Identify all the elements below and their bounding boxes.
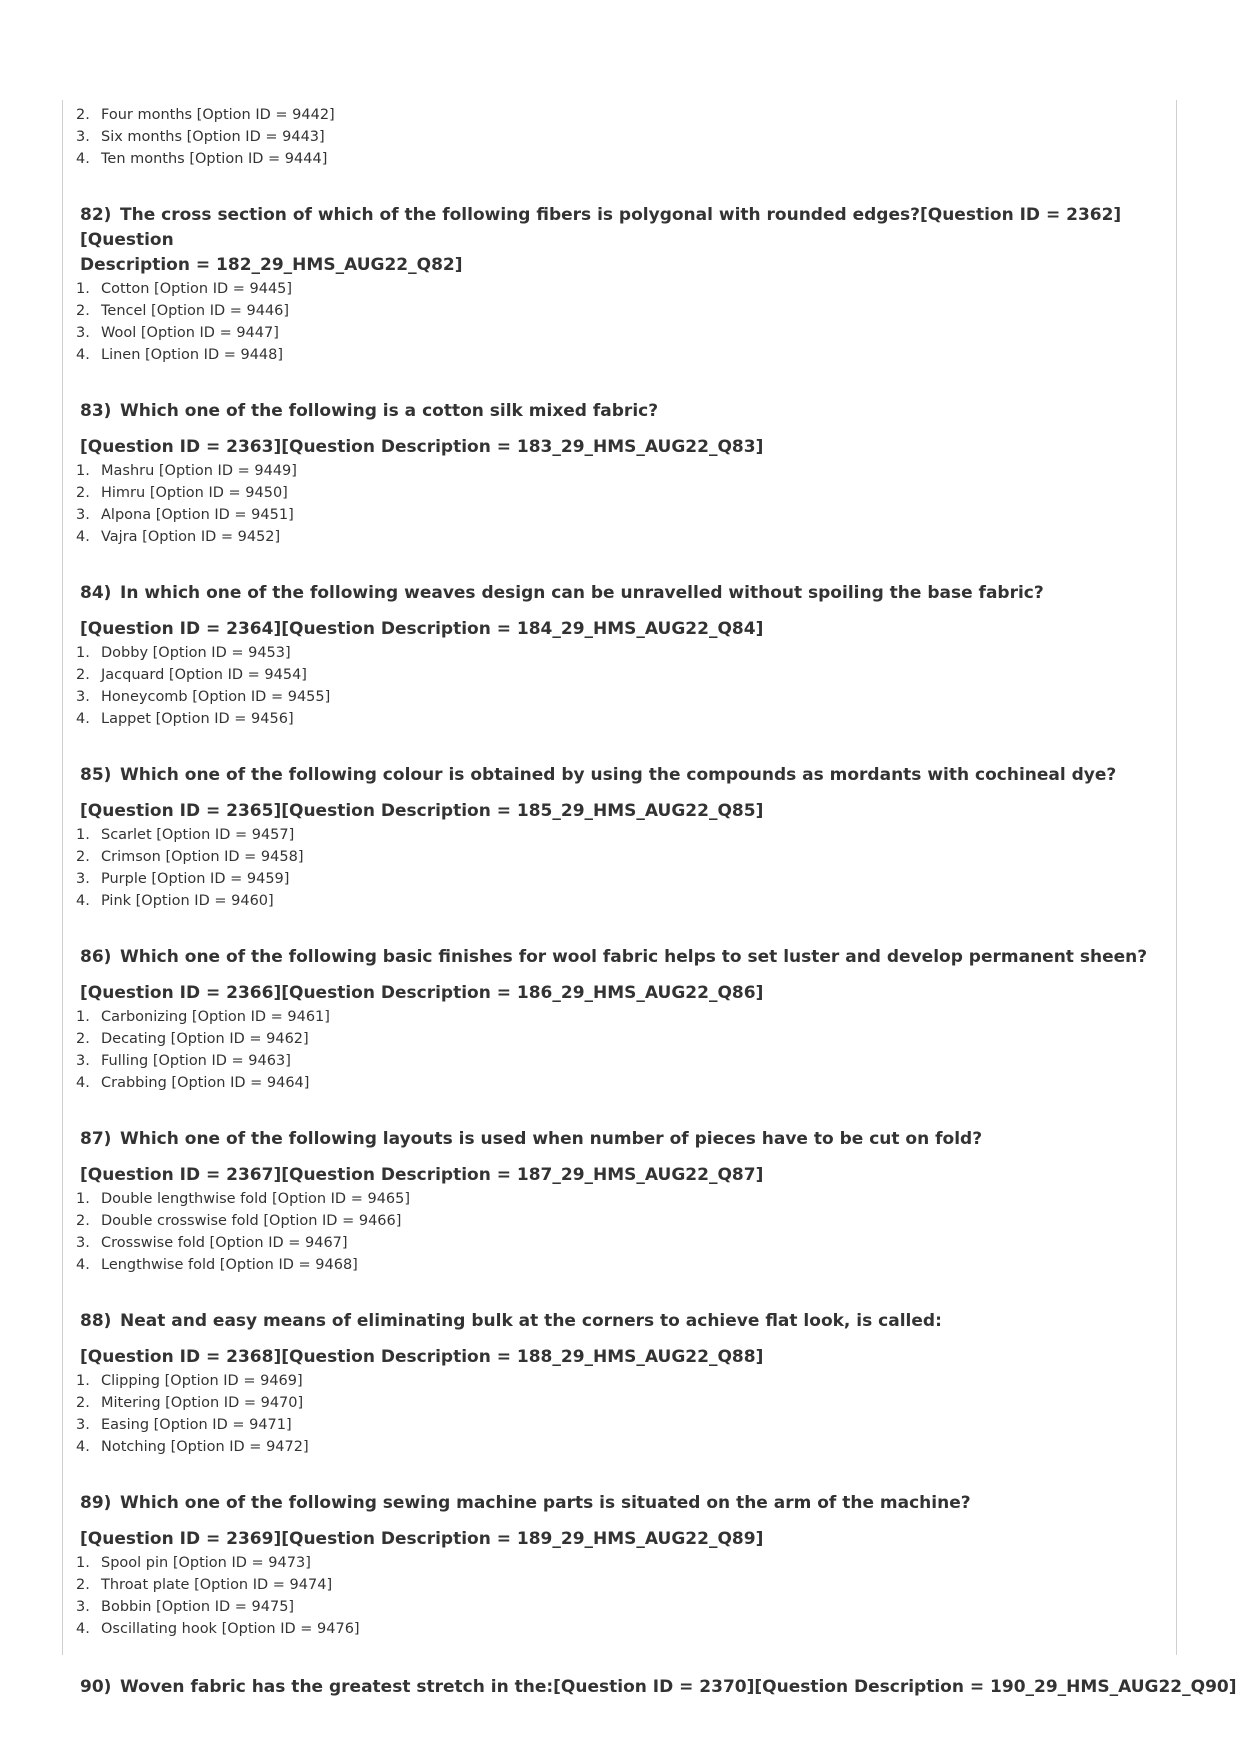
option-number: 1.	[76, 1009, 90, 1025]
option-item	[62, 664, 1172, 686]
question-87-description: [Question ID = 2367][Question Description = 187_29_HMS_AUG22_Q87]	[80, 1165, 764, 1185]
question-88-title	[62, 1309, 1172, 1334]
q86-options	[62, 1006, 1172, 1094]
option-item	[62, 1050, 1172, 1072]
option-text: Mitering [Option ID = 9470]	[101, 1395, 304, 1411]
option-item	[62, 1436, 1172, 1458]
option-number: 1.	[76, 1555, 90, 1571]
question-text: Which one of the following colour is obtained by using the compounds as mordants with cochineal dye?	[120, 765, 1117, 785]
option-text: Notching [Option ID = 9472]	[101, 1439, 309, 1455]
option-item	[62, 1254, 1172, 1276]
option-item	[62, 1006, 1172, 1028]
option-number: 3.	[76, 1053, 90, 1069]
question-number: 84)	[80, 583, 112, 603]
option-text: Carbonizing [Option ID = 9461]	[101, 1009, 330, 1025]
q83-options	[62, 460, 1172, 548]
option-text: Honeycomb [Option ID = 9455]	[101, 689, 331, 705]
q81-options	[62, 104, 1172, 170]
option-item	[62, 708, 1172, 730]
option-number: 3.	[76, 871, 90, 887]
option-text: Jacquard [Option ID = 9454]	[101, 667, 307, 683]
option-number: 3.	[76, 1599, 90, 1615]
option-text: Pink [Option ID = 9460]	[101, 893, 274, 909]
option-number: 2.	[76, 849, 90, 865]
option-text: Easing [Option ID = 9471]	[101, 1417, 292, 1433]
option-item	[62, 890, 1172, 912]
option-text: Fulling [Option ID = 9463]	[101, 1053, 291, 1069]
option-number: 4.	[76, 1439, 90, 1455]
option-number: 4.	[76, 1257, 90, 1273]
question-86-description: [Question ID = 2366][Question Description = 186_29_HMS_AUG22_Q86]	[80, 983, 764, 1003]
question-text: Woven fabric has the greatest stretch in the:[Question ID = 2370][Question Description = 190_29_HMS_AUG22_Q90]	[120, 1677, 1237, 1697]
option-text: Double crosswise fold [Option ID = 9466]	[101, 1213, 402, 1229]
option-text: Linen [Option ID = 9448]	[101, 347, 284, 363]
option-number: 4.	[76, 529, 90, 545]
option-text: Cotton [Option ID = 9445]	[101, 281, 293, 297]
option-text: Dobby [Option ID = 9453]	[101, 645, 291, 661]
option-number: 1.	[76, 1191, 90, 1207]
option-text: Himru [Option ID = 9450]	[101, 485, 288, 501]
option-item	[62, 126, 1172, 148]
option-item	[62, 1370, 1172, 1392]
option-item	[62, 526, 1172, 548]
question-89-title	[62, 1491, 1172, 1516]
option-item	[62, 1414, 1172, 1436]
option-item	[62, 1232, 1172, 1254]
option-number: 3.	[76, 507, 90, 523]
question-90-title	[62, 1675, 1237, 1700]
option-number: 4.	[76, 1075, 90, 1091]
question-88-description: [Question ID = 2368][Question Description = 188_29_HMS_AUG22_Q88]	[80, 1347, 764, 1367]
option-item	[62, 1210, 1172, 1232]
q82-options	[62, 278, 1172, 366]
option-text: Scarlet [Option ID = 9457]	[101, 827, 295, 843]
page-right-border	[1176, 100, 1177, 1655]
question-text: In which one of the following weaves design can be unravelled without spoiling the base fabric?	[120, 583, 1044, 603]
question-text: Which one of the following sewing machine parts is situated on the arm of the machine?	[120, 1493, 971, 1513]
option-number: 2.	[76, 1213, 90, 1229]
option-item	[62, 482, 1172, 504]
question-number: 87)	[80, 1129, 112, 1149]
option-text: Purple [Option ID = 9459]	[101, 871, 290, 887]
option-number: 1.	[76, 827, 90, 843]
option-item	[62, 1618, 1172, 1640]
question-text: Which one of the following is a cotton silk mixed fabric?	[120, 401, 659, 421]
question-84-title	[62, 581, 1172, 606]
option-number: 4.	[76, 893, 90, 909]
option-number: 1.	[76, 645, 90, 661]
option-text: Six months [Option ID = 9443]	[101, 129, 325, 145]
option-text: Crabbing [Option ID = 9464]	[101, 1075, 310, 1091]
option-item	[62, 278, 1172, 300]
option-number: 3.	[76, 129, 90, 145]
option-number: 3.	[76, 1417, 90, 1433]
question-87-title	[62, 1127, 1172, 1152]
option-number: 2.	[76, 1031, 90, 1047]
option-item	[62, 322, 1172, 344]
question-number: 82)	[80, 205, 112, 225]
option-text: Tencel [Option ID = 9446]	[101, 303, 290, 319]
question-text: Neat and easy means of eliminating bulk at the corners to achieve flat look, is called:	[120, 1311, 942, 1331]
q84-options	[62, 642, 1172, 730]
question-text: The cross section of which of the following fibers is polygonal with rounded edges?[Question ID = 2362][Question	[80, 205, 1122, 250]
option-text: Spool pin [Option ID = 9473]	[101, 1555, 311, 1571]
option-text: Alpona [Option ID = 9451]	[101, 507, 294, 523]
question-text: Which one of the following layouts is used when number of pieces have to be cut on fold?	[120, 1129, 983, 1149]
option-text: Four months [Option ID = 9442]	[101, 107, 335, 123]
question-83-description: [Question ID = 2363][Question Description = 183_29_HMS_AUG22_Q83]	[80, 437, 764, 457]
option-text: Double lengthwise fold [Option ID = 9465]	[101, 1191, 411, 1207]
option-item	[62, 868, 1172, 890]
option-number: 4.	[76, 347, 90, 363]
question-number: 90)	[80, 1677, 112, 1697]
option-number: 3.	[76, 689, 90, 705]
option-text: Ten months [Option ID = 9444]	[101, 151, 328, 167]
option-number: 4.	[76, 1621, 90, 1637]
question-number: 85)	[80, 765, 112, 785]
option-item	[62, 1574, 1172, 1596]
question-83-title	[62, 399, 1172, 424]
question-number: 89)	[80, 1493, 112, 1513]
option-item	[62, 824, 1172, 846]
option-text: Bobbin [Option ID = 9475]	[101, 1599, 295, 1615]
question-89-description: [Question ID = 2369][Question Description = 189_29_HMS_AUG22_Q89]	[80, 1529, 764, 1549]
question-86-title	[62, 945, 1172, 970]
question-82-title	[62, 203, 1172, 278]
option-item	[62, 300, 1172, 322]
option-item	[62, 1596, 1172, 1618]
question-number: 83)	[80, 401, 112, 421]
option-text: Decating [Option ID = 9462]	[101, 1031, 309, 1047]
q85-options	[62, 824, 1172, 912]
option-item	[62, 1552, 1172, 1574]
option-text: Wool [Option ID = 9447]	[101, 325, 279, 341]
option-text: Lengthwise fold [Option ID = 9468]	[101, 1257, 358, 1273]
option-item	[62, 460, 1172, 482]
option-item	[62, 1072, 1172, 1094]
option-text: Clipping [Option ID = 9469]	[101, 1373, 303, 1389]
option-text: Throat plate [Option ID = 9474]	[101, 1577, 333, 1593]
option-item	[62, 642, 1172, 664]
option-text: Mashru [Option ID = 9449]	[101, 463, 297, 479]
option-number: 1.	[76, 1373, 90, 1389]
option-item	[62, 1028, 1172, 1050]
option-item	[62, 1392, 1172, 1414]
option-number: 2.	[76, 107, 90, 123]
option-item	[62, 504, 1172, 526]
option-text: Vajra [Option ID = 9452]	[101, 529, 281, 545]
option-number: 3.	[76, 325, 90, 341]
option-item	[62, 344, 1172, 366]
question-paper	[62, 104, 1237, 1711]
option-item	[62, 1188, 1172, 1210]
option-item	[62, 104, 1172, 126]
option-text: Crimson [Option ID = 9458]	[101, 849, 304, 865]
option-number: 2.	[76, 1395, 90, 1411]
q88-options	[62, 1370, 1172, 1458]
q89-options	[62, 1552, 1172, 1640]
option-number: 2.	[76, 1577, 90, 1593]
option-number: 1.	[76, 281, 90, 297]
option-text: Lappet [Option ID = 9456]	[101, 711, 294, 727]
option-number: 4.	[76, 711, 90, 727]
question-description: Description = 182_29_HMS_AUG22_Q82]	[80, 255, 463, 275]
option-item	[62, 846, 1172, 868]
option-text: Oscillating hook [Option ID = 9476]	[101, 1621, 360, 1637]
option-item	[62, 686, 1172, 708]
option-number: 2.	[76, 667, 90, 683]
q87-options	[62, 1188, 1172, 1276]
option-number: 4.	[76, 151, 90, 167]
option-item	[62, 148, 1172, 170]
option-number: 2.	[76, 485, 90, 501]
question-number: 86)	[80, 947, 112, 967]
question-85-title	[62, 763, 1172, 788]
option-number: 2.	[76, 303, 90, 319]
option-number: 3.	[76, 1235, 90, 1251]
question-number: 88)	[80, 1311, 112, 1331]
option-number: 1.	[76, 463, 90, 479]
question-84-description: [Question ID = 2364][Question Description = 184_29_HMS_AUG22_Q84]	[80, 619, 764, 639]
option-text: Crosswise fold [Option ID = 9467]	[101, 1235, 348, 1251]
question-text: Which one of the following basic finishes for wool fabric helps to set luster and develop permanent sheen?	[120, 947, 1148, 967]
question-85-description: [Question ID = 2365][Question Description = 185_29_HMS_AUG22_Q85]	[80, 801, 764, 821]
